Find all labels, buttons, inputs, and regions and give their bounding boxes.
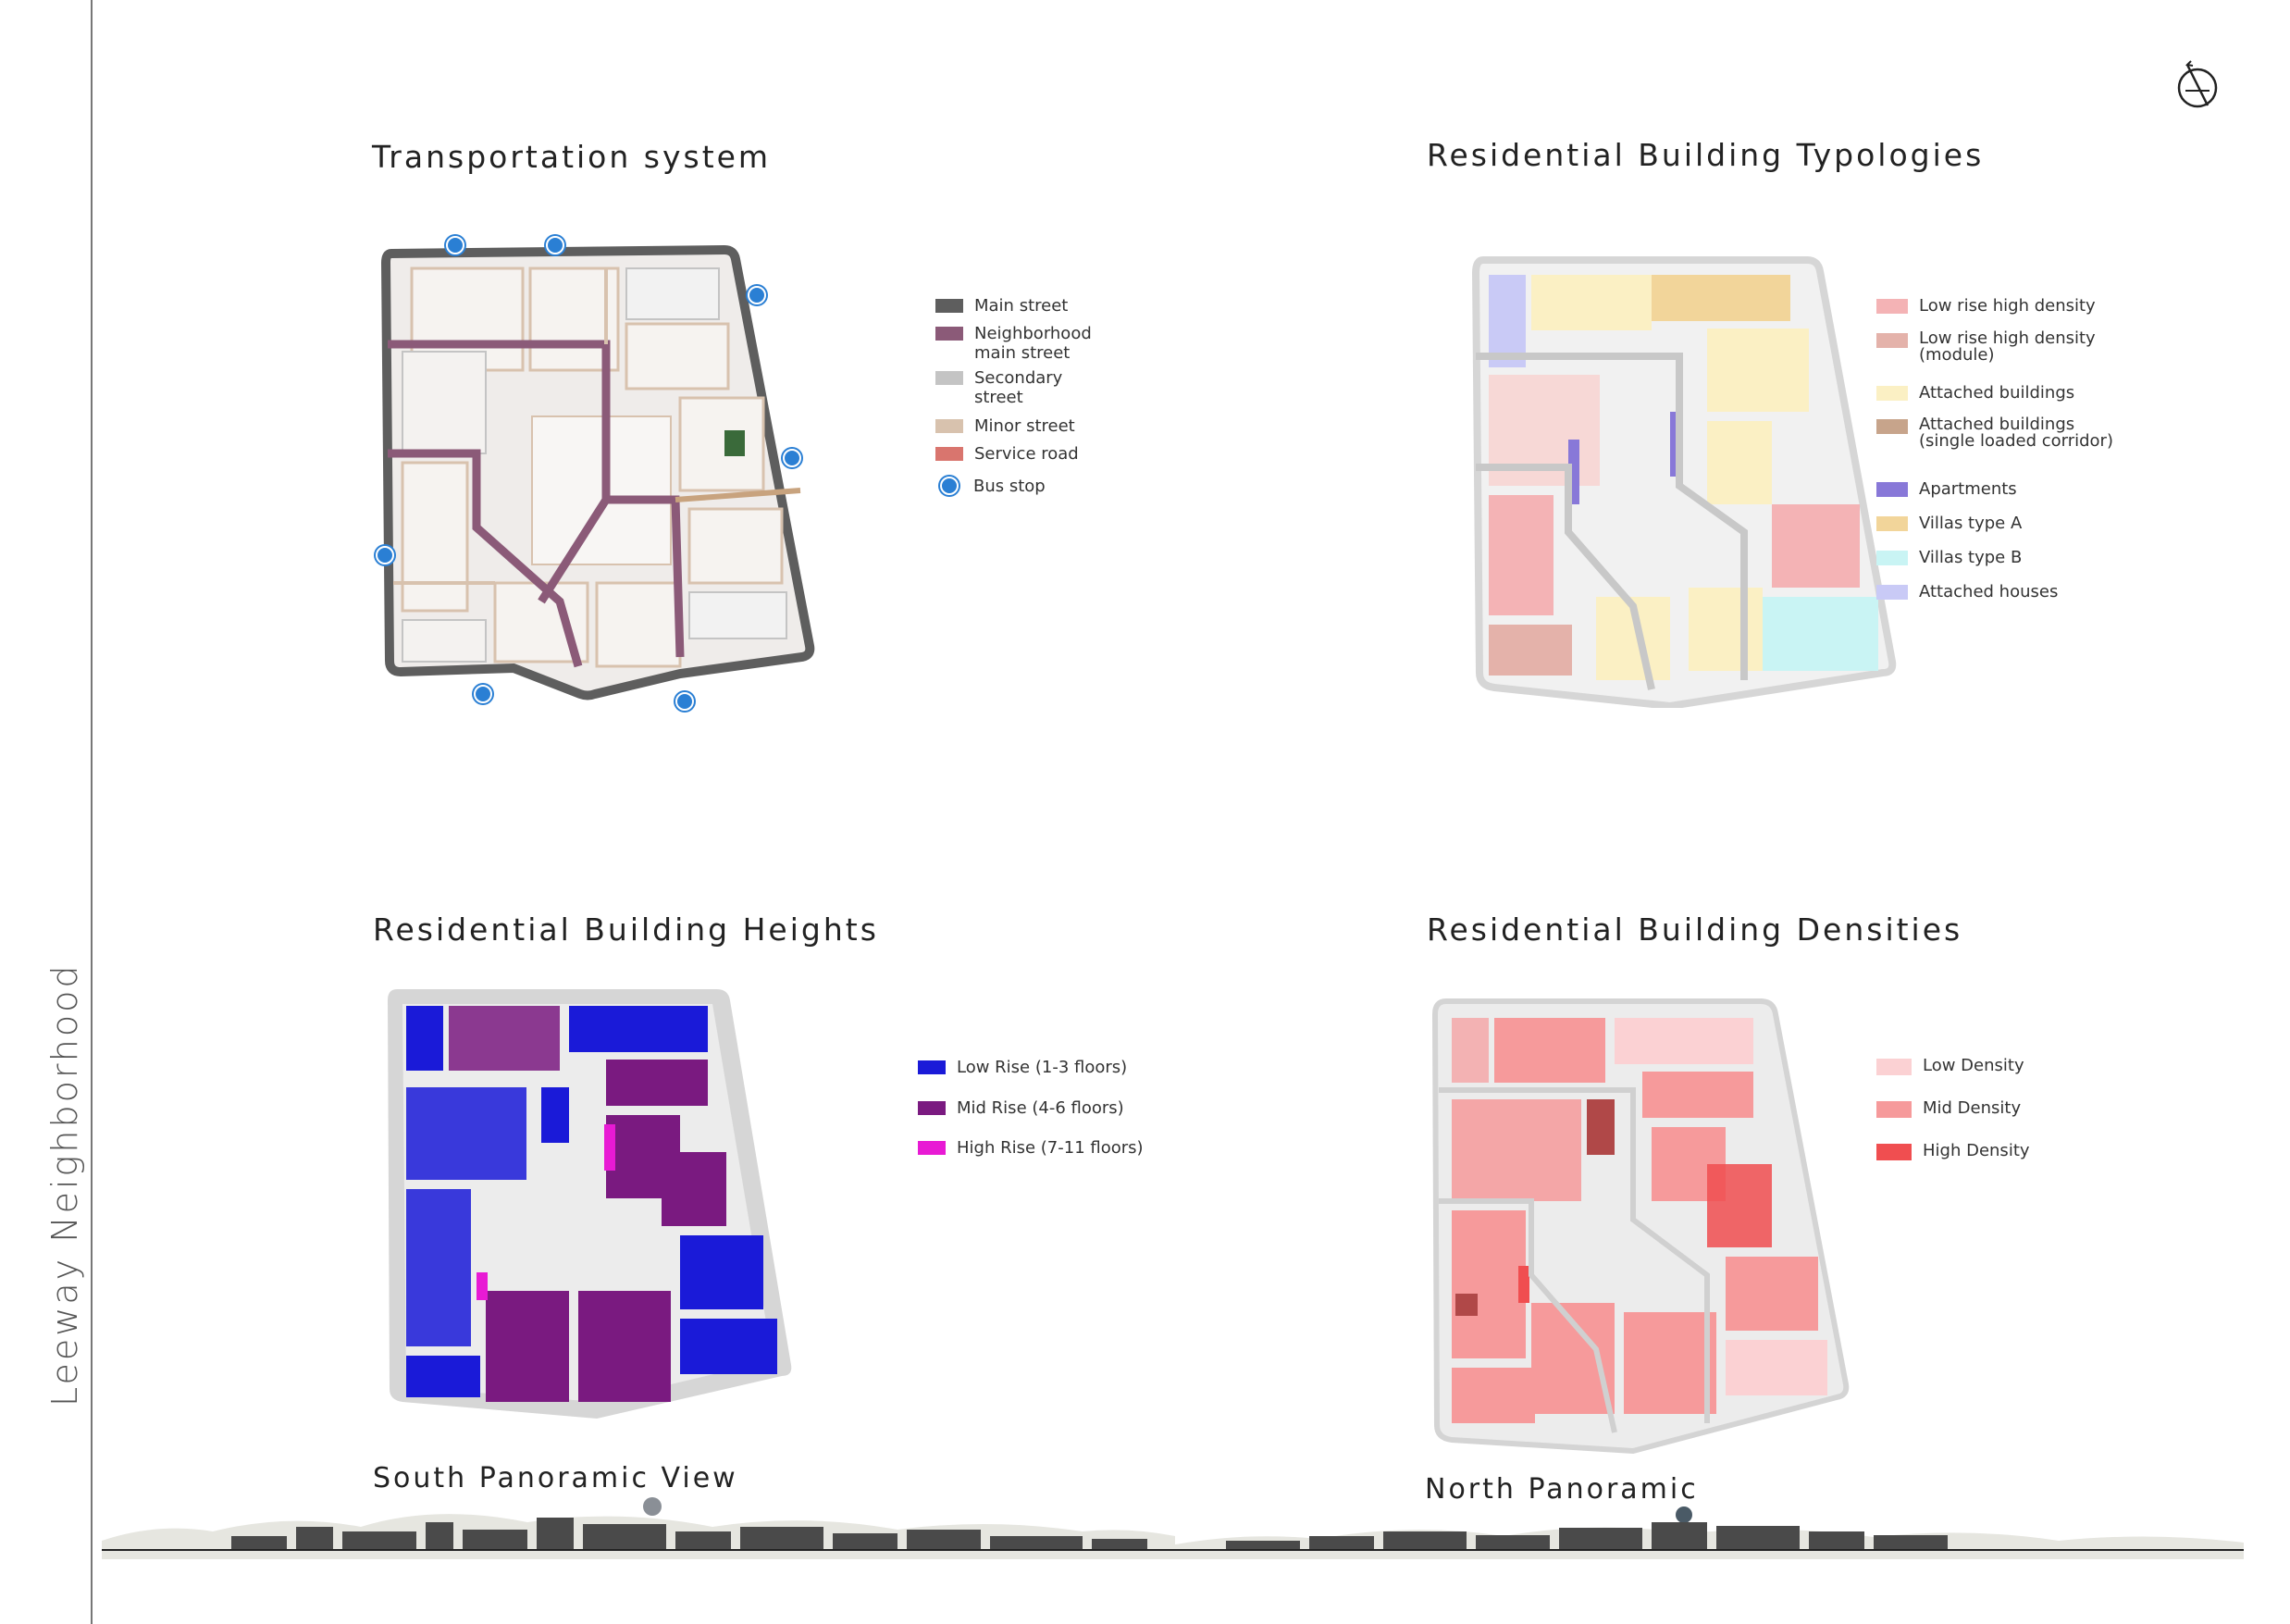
legend-item [1876, 582, 2058, 601]
legend-swatch [918, 1060, 946, 1074]
legend-label: Mid Rise (4-6 floors) [957, 1098, 1124, 1118]
legend-swatch [1876, 299, 1908, 314]
legend-label: Low rise high density [1919, 329, 2096, 348]
legend-swatch [935, 327, 963, 341]
legend-label: High Density [1923, 1141, 2030, 1160]
legend-item [1876, 479, 2017, 499]
legend-swatch [935, 447, 963, 461]
legend-label: Apartments [1919, 479, 2017, 499]
legend-item [918, 1058, 1127, 1077]
legend-item [1876, 383, 2074, 403]
legend-swatch [1876, 516, 1908, 531]
north-arrow-icon [2176, 57, 2219, 111]
legend-item [1876, 1098, 2021, 1118]
legend-swatch [1876, 1059, 1912, 1075]
legend-swatch [1876, 1144, 1912, 1160]
legend-swatch [1876, 333, 1908, 348]
legend-item [1876, 514, 2022, 533]
bus-stop-icon [675, 692, 694, 711]
legend-label: Main street [974, 296, 1069, 316]
densities-map [1430, 998, 1855, 1460]
legend-item [935, 416, 1075, 436]
legend-item [935, 324, 1092, 363]
legend-item [940, 477, 1046, 496]
legend-label: Secondary [974, 368, 1063, 388]
legend-label: Minor street [974, 416, 1075, 436]
transport-title: Transportation system [372, 139, 772, 175]
legend-label: Neighborhood [974, 324, 1092, 343]
legend-label: Low Rise (1-3 floors) [957, 1058, 1128, 1077]
heights-map [384, 986, 796, 1425]
legend-item [918, 1098, 1124, 1118]
typologies-title: Residential Building Typologies [1427, 137, 1985, 173]
legend-label: Low Density [1923, 1056, 2024, 1075]
legend-label: Villas type A [1919, 514, 2023, 533]
legend-swatch [935, 299, 963, 313]
heights-title: Residential Building Heights [373, 911, 879, 948]
legend-label: Attached buildings [1919, 383, 2075, 403]
legend-label: Service road [974, 444, 1079, 464]
legend-label: Attached houses [1919, 582, 2059, 601]
legend-label: Attached buildings [1919, 415, 2075, 434]
south-panorama-title: South Panoramic View [373, 1462, 738, 1494]
legend-swatch [1876, 551, 1908, 565]
legend-swatch [1876, 419, 1908, 434]
legend-swatch [1876, 482, 1908, 497]
north-panorama-title: North Panoramic [1425, 1473, 1699, 1506]
legend-label: main street [974, 343, 1071, 363]
bus-stop-icon [376, 546, 394, 564]
legend-item [1876, 1056, 2024, 1075]
north-panorama [1170, 1504, 2244, 1559]
bus-stop-icon [474, 685, 492, 703]
legend-item [935, 368, 1062, 407]
bus-stop-icon [940, 477, 959, 495]
legend-item [1876, 296, 2096, 316]
legend-label: (module) [1919, 345, 1995, 365]
densities-title: Residential Building Densities [1427, 911, 1963, 948]
legend-label: Villas type B [1919, 548, 2023, 567]
legend-item [1876, 1141, 2030, 1160]
legend-swatch [935, 419, 963, 433]
legend-swatch [1876, 1101, 1912, 1118]
legend-swatch [918, 1101, 946, 1115]
legend-swatch [918, 1141, 946, 1155]
legend-item [1876, 548, 2022, 567]
bus-stop-icon [546, 236, 564, 254]
sidebar-title: Leeway Neighborhood [44, 962, 85, 1407]
bus-stop-icon [446, 236, 464, 254]
bus-stop-icon [748, 286, 766, 304]
bus-stop-icon [783, 449, 801, 467]
legend-label: (single loaded corridor) [1919, 431, 2113, 451]
legend-item [935, 296, 1068, 316]
legend-item [935, 444, 1079, 464]
legend-swatch [1876, 386, 1908, 401]
legend-item [1876, 416, 2113, 450]
legend-label: Low rise high density [1919, 296, 2096, 316]
legend-label: street [974, 388, 1023, 407]
legend-item [1876, 330, 2096, 364]
legend-swatch [935, 371, 963, 385]
legend-label: High Rise (7-11 floors) [957, 1138, 1144, 1158]
sidebar-divider [91, 0, 93, 1624]
legend-label: Mid Density [1923, 1098, 2022, 1118]
legend-label: Bus stop [973, 477, 1046, 496]
typologies-map [1467, 254, 1901, 708]
legend-item [918, 1138, 1144, 1158]
legend-swatch [1876, 585, 1908, 600]
south-panorama [102, 1485, 1175, 1559]
